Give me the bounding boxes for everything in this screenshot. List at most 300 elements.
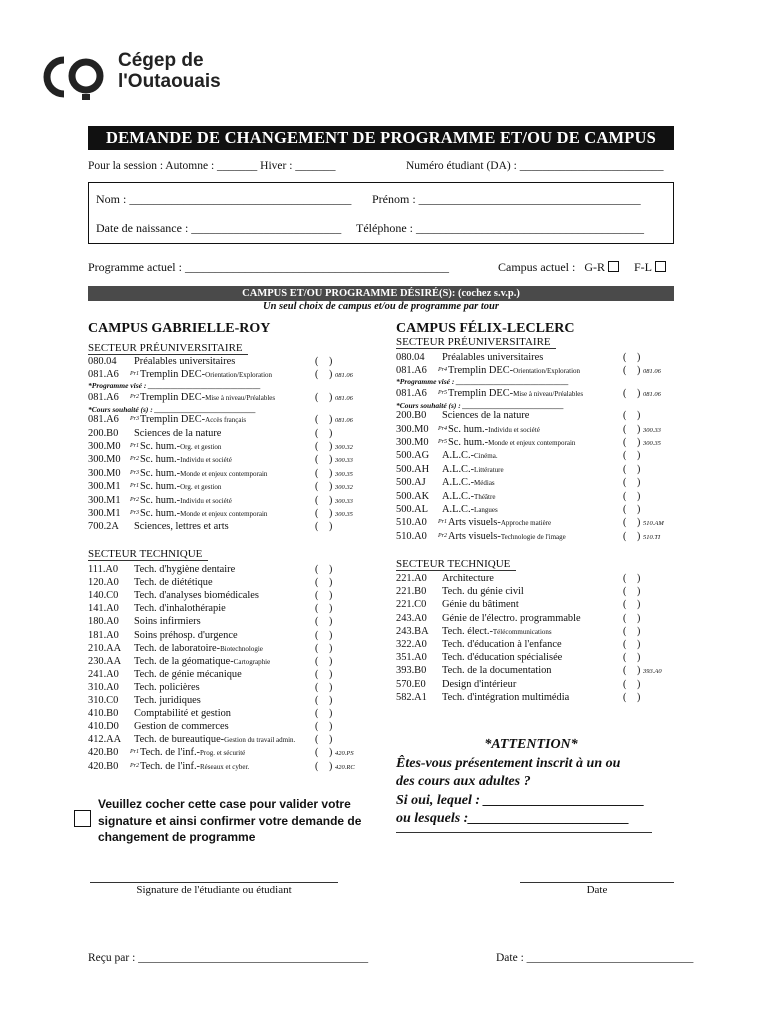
program-code: 410.B0	[88, 708, 119, 720]
program-code: 412.AA	[88, 734, 122, 746]
session-field[interactable]: Pour la session : Automne : _______ Hiver : _______	[88, 160, 336, 172]
program-checkbox-close: )	[329, 708, 333, 720]
program-code: 410.D0	[88, 721, 119, 733]
program-checkbox[interactable]: (	[623, 490, 627, 502]
program-row[interactable]	[88, 655, 355, 668]
program-option: Biotechnologie	[220, 644, 263, 653]
program-checkbox[interactable]: (	[623, 387, 627, 399]
current-campus	[498, 260, 666, 275]
program-option: Monde et enjeux contemporain	[180, 469, 268, 478]
program-checkbox-close: )	[637, 352, 641, 363]
program-checkbox-close: )	[637, 612, 641, 624]
logo-line-2: l'Outaouais	[118, 71, 221, 92]
program-ref-code: 081.06	[335, 417, 353, 425]
program-checkbox-close: )	[329, 760, 333, 772]
program-row[interactable]	[396, 678, 663, 691]
program-code: 230.AA	[88, 655, 122, 667]
gr-note-courses[interactable]: *Cours souhaité (s) : ___________________________	[88, 405, 256, 414]
program-code: 210.AA	[88, 642, 122, 654]
program-option: Langues	[474, 506, 498, 514]
attention-extra-line[interactable]	[396, 832, 652, 833]
program-label: Design d'intérieur	[442, 678, 517, 690]
program-code: 200.B0	[396, 410, 427, 422]
program-ref-code: 081.06	[643, 368, 661, 376]
program-checkbox[interactable]: (	[623, 625, 627, 637]
program-row[interactable]	[88, 615, 355, 628]
program-code: 310.C0	[88, 695, 119, 706]
program-checkbox[interactable]: (	[315, 603, 319, 615]
program-row[interactable]	[88, 629, 355, 642]
program-checkbox-close: )	[637, 423, 641, 435]
program-option: Prog. et sécurité	[200, 749, 246, 758]
program-checkbox[interactable]: (	[315, 441, 319, 452]
program-profile: Pr2	[130, 496, 139, 503]
program-checkbox-close: )	[329, 603, 333, 615]
program-checkbox[interactable]: (	[315, 721, 319, 733]
college-logo	[42, 46, 242, 108]
program-checkbox[interactable]: (	[315, 681, 319, 693]
program-checkbox[interactable]: (	[623, 691, 627, 703]
program-checkbox-close: )	[637, 639, 641, 650]
program-checkbox[interactable]: (	[315, 668, 319, 680]
program-profile: Pr3	[130, 469, 139, 476]
program-label: A.L.C.-Théâtre	[442, 490, 496, 502]
program-label: Soins infirmiers	[134, 616, 201, 628]
program-checkbox-close: )	[329, 695, 333, 706]
program-profile: Pr4	[438, 425, 447, 432]
program-ref-code: 300.33	[643, 426, 661, 434]
program-checkbox[interactable]: (	[315, 695, 319, 706]
program-checkbox-close: )	[637, 410, 641, 422]
program-row[interactable]	[396, 530, 663, 543]
program-row[interactable]	[396, 409, 663, 422]
program-checkbox[interactable]: (	[315, 734, 319, 746]
program-ref-code: 081.06	[335, 372, 353, 380]
program-code: 243.A0	[396, 612, 427, 624]
program-profile: Pr5	[438, 439, 447, 445]
program-code: 221.C0	[396, 599, 427, 611]
program-checkbox[interactable]: (	[623, 463, 627, 475]
program-checkbox[interactable]: (	[315, 642, 319, 654]
student-number-field[interactable]: Numéro étudiant (DA) : _________________________	[406, 160, 664, 172]
program-row[interactable]	[396, 436, 663, 449]
logo-mark-icon	[42, 54, 106, 100]
program-checkbox-close: )	[329, 454, 333, 466]
program-code: 181.A0	[88, 629, 119, 641]
program-checkbox[interactable]: (	[623, 504, 627, 515]
program-checkbox-close: )	[329, 642, 333, 654]
program-checkbox[interactable]: (	[623, 437, 627, 448]
program-label: Tech. d'hygiène dentaire	[134, 564, 236, 575]
program-checkbox[interactable]: (	[315, 481, 319, 493]
fl-note-courses[interactable]: *Cours souhaité (s) : ___________________________	[396, 401, 564, 410]
attention-line-4[interactable]: ou lesquels :_______________________	[396, 811, 630, 826]
program-ref-code: 081.06	[643, 390, 661, 398]
program-code: 111.A0	[88, 564, 119, 575]
birthdate-field[interactable]: Date de naissance : _________________________	[96, 221, 342, 235]
program-label: Tech. d'éducation spécialisée	[442, 652, 563, 664]
program-ref-code: 420.PS	[335, 750, 354, 758]
program-checkbox-close: )	[637, 691, 641, 703]
program-row[interactable]	[88, 453, 355, 466]
program-profile: Pr3	[130, 510, 139, 516]
program-checkbox-close: )	[329, 441, 333, 452]
program-row[interactable]	[88, 576, 355, 589]
program-checkbox[interactable]: (	[315, 494, 319, 506]
program-label: Tech. de génie mécanique	[134, 668, 242, 680]
program-option: Org. et gestion	[180, 443, 222, 451]
program-checkbox[interactable]: (	[623, 678, 627, 690]
program-checkbox-close: )	[329, 747, 333, 759]
attention-line-1: Êtes-vous présentement inscrit à un ou	[396, 755, 621, 771]
program-row[interactable]	[396, 423, 663, 436]
program-option: Orientation/Exploration	[205, 371, 273, 380]
program-code: 420.B0	[88, 747, 119, 759]
date-line[interactable]	[520, 882, 674, 883]
name-field[interactable]: Nom : _____________________________________	[96, 192, 352, 206]
program-checkbox-close: )	[637, 365, 641, 377]
program-checkbox[interactable]: (	[315, 616, 319, 628]
program-checkbox-close: )	[329, 616, 333, 628]
program-row[interactable]	[396, 364, 663, 377]
program-checkbox[interactable]: (	[623, 530, 627, 542]
program-option: Accès français	[205, 416, 247, 425]
program-checkbox[interactable]: (	[623, 450, 627, 462]
program-checkbox[interactable]: (	[315, 590, 319, 602]
program-row[interactable]	[88, 467, 355, 480]
attention-line-3[interactable]: Si oui, lequel : _______________________	[396, 792, 645, 808]
current-campus-label: Campus actuel :	[498, 260, 576, 274]
program-row[interactable]	[396, 638, 663, 651]
program-checkbox-close: )	[329, 467, 333, 479]
program-label: Tech. de diététique	[134, 577, 213, 589]
program-code: 081.A6	[88, 414, 119, 426]
program-label: Tech. juridiques	[134, 695, 201, 706]
program-ref-code: 300.35	[643, 440, 661, 447]
program-row[interactable]	[88, 507, 355, 520]
program-row[interactable]	[88, 520, 355, 533]
program-checkbox-close: )	[637, 387, 641, 399]
program-row[interactable]	[88, 480, 355, 493]
fl-note-program[interactable]: *Programme visé : ______________________________	[396, 377, 569, 386]
program-row[interactable]	[88, 563, 355, 576]
program-row[interactable]	[396, 598, 663, 611]
form-title: DEMANDE DE CHANGEMENT DE PROGRAMME ET/OU DE CAMPUS	[88, 126, 674, 150]
program-code: 500.AK	[396, 490, 430, 502]
firstname-field[interactable]: Prénom : _____________________________________	[372, 192, 641, 206]
program-option: Mise à niveau/Préalables	[513, 389, 584, 398]
program-checkbox-close: )	[329, 391, 333, 403]
received-by-field[interactable]: Reçu par : ________________________________________	[88, 952, 369, 964]
program-checkbox[interactable]: (	[315, 655, 319, 667]
program-row[interactable]	[88, 707, 355, 720]
program-checkbox[interactable]: (	[315, 391, 319, 403]
program-checkbox-close: )	[637, 678, 641, 690]
program-label: Sc. hum.-Monde et enjeux contemporain	[140, 467, 268, 479]
program-row[interactable]	[396, 691, 663, 704]
program-row[interactable]	[396, 503, 663, 516]
program-option: Monde et enjeux contemporain	[180, 510, 268, 518]
program-checkbox-close: )	[329, 564, 333, 575]
desired-section-header: CAMPUS ET/OU PROGRAMME DÉSIRÉ(S): (cochez s.v.p.)	[88, 286, 674, 301]
program-row[interactable]	[396, 449, 663, 462]
program-option: Théâtre	[474, 492, 496, 501]
program-row[interactable]	[396, 516, 663, 529]
program-checkbox[interactable]: (	[315, 454, 319, 466]
program-profile: Pr1	[130, 749, 139, 756]
program-checkbox-close: )	[637, 530, 641, 542]
program-checkbox-close: )	[329, 521, 333, 533]
program-ref-code: 300.35	[335, 511, 353, 518]
program-code: 141.A0	[88, 603, 119, 615]
program-option: Médias	[474, 479, 495, 488]
program-checkbox-close: )	[329, 414, 333, 426]
program-label: Sciences de la nature	[442, 410, 530, 422]
program-checkbox-close: )	[637, 586, 641, 598]
program-checkbox-close: )	[329, 427, 333, 439]
program-checkbox[interactable]: (	[623, 423, 627, 435]
program-code: 300.M0	[88, 467, 121, 479]
program-checkbox[interactable]: (	[315, 564, 319, 575]
attention-box	[396, 736, 666, 829]
program-checkbox[interactable]: (	[315, 414, 319, 426]
program-row[interactable]	[88, 733, 355, 746]
program-checkbox-close: )	[637, 477, 641, 489]
program-ref-code: 510.TI	[643, 533, 661, 541]
gr-tech-sector-title: SECTEUR TECHNIQUE	[88, 548, 208, 561]
program-checkbox[interactable]: (	[623, 652, 627, 664]
program-label: Architecture	[442, 573, 494, 584]
program-row[interactable]	[88, 746, 355, 759]
program-code: 221.B0	[396, 586, 427, 598]
program-row[interactable]	[396, 625, 663, 638]
program-ref-code: 300.32	[335, 444, 353, 451]
program-label: Tremplin DEC-Mise à niveau/Préalables	[448, 387, 584, 399]
program-code: 510.A0	[396, 530, 427, 542]
confirm-checkbox[interactable]	[74, 810, 91, 827]
program-label: Sciences de la nature	[134, 427, 222, 439]
program-checkbox[interactable]: (	[623, 639, 627, 650]
program-code: 081.A6	[88, 369, 119, 381]
program-checkbox[interactable]: (	[623, 477, 627, 489]
program-code: 221.A0	[396, 573, 427, 584]
program-code: 081.A6	[396, 387, 427, 399]
program-row[interactable]	[396, 476, 663, 489]
program-label: A.L.C.-Langues	[442, 504, 498, 515]
program-label: Génie du bâtiment	[442, 599, 519, 611]
program-label: Arts visuels-Technologie de l'image	[448, 530, 566, 542]
program-checkbox[interactable]: (	[623, 365, 627, 377]
program-checkbox-close: )	[637, 463, 641, 475]
program-option: Technologie de l'image	[500, 532, 566, 541]
program-code: 300.M0	[88, 441, 121, 452]
program-checkbox[interactable]: (	[315, 521, 319, 533]
logo-line-1: Cégep de	[118, 50, 204, 71]
desired-section-subtitle: Un seul choix de campus et/ou de programme par tour	[263, 301, 499, 312]
program-row[interactable]	[396, 387, 663, 400]
program-label: Tech. de l'inf.-Prog. et sécurité	[140, 747, 246, 759]
program-checkbox[interactable]: (	[623, 573, 627, 584]
program-checkbox-close: )	[329, 356, 333, 367]
program-checkbox[interactable]: (	[315, 760, 319, 772]
program-row[interactable]	[396, 572, 663, 585]
program-option: Gestion du travail admin.	[224, 736, 296, 745]
program-row[interactable]	[396, 490, 663, 503]
signature-caption: Signature de l'étudiante ou étudiant	[136, 884, 292, 896]
program-ref-code: 300.33	[335, 457, 353, 465]
program-row[interactable]	[88, 681, 355, 694]
program-checkbox[interactable]: (	[315, 629, 319, 641]
program-profile: Pr2	[438, 532, 447, 539]
program-checkbox[interactable]: (	[623, 352, 627, 363]
program-checkbox[interactable]: (	[315, 467, 319, 479]
program-ref-code: 300.32	[335, 484, 353, 492]
campus-gr-title: CAMPUS GABRIELLE-ROY	[88, 321, 271, 336]
program-checkbox-close: )	[329, 494, 333, 506]
fl-tech-sector-title: SECTEUR TECHNIQUE	[396, 558, 516, 571]
program-label: A.L.C.-Cinéma.	[442, 450, 498, 462]
program-row[interactable]	[88, 427, 355, 440]
program-checkbox[interactable]: (	[315, 356, 319, 367]
program-checkbox[interactable]: (	[623, 612, 627, 624]
program-row[interactable]	[396, 664, 663, 677]
program-checkbox[interactable]: (	[315, 427, 319, 439]
program-code: 081.A6	[88, 391, 119, 403]
program-code: 393.B0	[396, 665, 427, 677]
phone-field[interactable]: Téléphone : ______________________________________	[356, 221, 644, 235]
program-profile: Pr1	[438, 519, 447, 526]
program-checkbox[interactable]: (	[315, 708, 319, 720]
attention-title: *ATTENTION*	[484, 737, 578, 752]
program-ref-code: 420.RC	[335, 763, 355, 771]
program-checkbox-close: )	[637, 437, 641, 448]
program-option: Orientation/Exploration	[513, 367, 581, 376]
program-option: Cinéma.	[474, 452, 498, 461]
gr-note-program[interactable]: *Programme visé : ______________________________	[88, 381, 261, 390]
program-label: Sc. hum.-Individu et société	[448, 423, 540, 435]
program-checkbox-close: )	[637, 573, 641, 584]
program-label: Sc. hum.-Monde et enjeux contemporain	[140, 508, 268, 519]
program-label: Tremplin DEC-Orientation/Exploration	[448, 365, 581, 377]
campus-fl-checkbox[interactable]	[655, 261, 666, 272]
program-code: 500.AL	[396, 504, 429, 515]
program-checkbox[interactable]: (	[315, 369, 319, 381]
program-label: Gestion de commerces	[134, 721, 229, 733]
program-row[interactable]	[396, 351, 663, 364]
program-code: 310.A0	[88, 681, 119, 693]
program-option: Réseaux et cyber.	[200, 762, 250, 771]
campus-fl-label: F-L	[634, 260, 652, 274]
program-row[interactable]	[88, 494, 355, 507]
program-label: Tech. policières	[134, 681, 200, 693]
date-received-field[interactable]: Date : _____________________________	[496, 952, 694, 964]
program-row[interactable]	[88, 589, 355, 602]
program-label: Tremplin DEC-Mise à niveau/Préalables	[140, 391, 276, 403]
program-code: 081.A6	[396, 365, 427, 377]
program-profile: Pr5	[438, 389, 447, 396]
program-row[interactable]	[396, 463, 663, 476]
program-code: 200.B0	[88, 427, 119, 439]
program-label: Tech. de l'inf.-Réseaux et cyber.	[140, 760, 250, 772]
program-label: Sc. hum.-Org. et gestion	[140, 481, 222, 493]
program-label: Sc. hum.-Org. et gestion	[140, 441, 222, 452]
program-code: 080.04	[396, 352, 425, 363]
program-checkbox[interactable]: (	[315, 747, 319, 759]
program-row[interactable]	[88, 720, 355, 733]
program-code: 241.A0	[88, 668, 119, 680]
program-row[interactable]	[88, 355, 355, 368]
program-checkbox-close: )	[637, 504, 641, 515]
program-row[interactable]	[88, 694, 355, 707]
program-profile: Pr1	[130, 371, 139, 378]
program-code: 120.A0	[88, 577, 119, 589]
program-label: Tech. d'éducation à l'enfance	[442, 639, 562, 650]
current-program-field[interactable]: Programme actuel : ____________________________________________	[88, 260, 449, 274]
program-label: Tech. d'analyses biomédicales	[134, 590, 259, 602]
program-label: Tech. de la documentation	[442, 665, 552, 677]
program-label: Comptabilité et gestion	[134, 708, 231, 720]
program-ref-code: 393.A0	[643, 668, 662, 676]
program-row[interactable]	[88, 440, 355, 453]
program-ref-code: 081.06	[335, 394, 353, 402]
date-caption: Date	[586, 884, 608, 896]
program-checkbox[interactable]: (	[315, 577, 319, 589]
campus-gr-checkbox[interactable]	[608, 261, 619, 272]
program-code: 243.BA	[396, 625, 429, 637]
program-row[interactable]	[88, 760, 355, 773]
program-row[interactable]	[88, 413, 355, 426]
signature-line[interactable]	[90, 882, 338, 883]
program-row[interactable]	[88, 668, 355, 681]
program-checkbox-close: )	[329, 369, 333, 381]
program-label: Préalables universitaires	[134, 356, 236, 367]
program-code: 510.A0	[396, 517, 427, 529]
program-label: Tremplin DEC-Orientation/Exploration	[140, 369, 273, 381]
program-checkbox-close: )	[637, 665, 641, 677]
program-row[interactable]	[88, 368, 355, 381]
program-code: 322.A0	[396, 639, 427, 650]
program-code: 582.A1	[396, 691, 427, 703]
program-checkbox[interactable]: (	[623, 665, 627, 677]
program-row[interactable]	[396, 651, 663, 664]
program-row[interactable]	[88, 642, 355, 655]
program-checkbox-close: )	[329, 668, 333, 680]
gr-pre-sector-title: SECTEUR PRÉUNIVERSITAIRE	[88, 342, 248, 355]
program-checkbox[interactable]: (	[623, 586, 627, 598]
program-row[interactable]	[88, 391, 355, 404]
program-code: 300.M1	[88, 481, 121, 493]
confirm-text: Veuillez cocher cette case pour valider votre signature et ainsi confirmer votre demande de changement de programme	[98, 797, 362, 844]
program-profile: Pr2	[130, 762, 139, 769]
program-code: 500.AH	[396, 463, 430, 475]
program-row[interactable]	[396, 612, 663, 625]
program-checkbox[interactable]: (	[623, 517, 627, 529]
program-option: Littérature	[474, 465, 504, 474]
program-ref-code: 300.35	[335, 470, 353, 478]
attention-line-2: des cours aux adultes ?	[396, 774, 531, 789]
program-code: 420.B0	[88, 760, 119, 772]
program-checkbox-close: )	[637, 652, 641, 664]
program-option: Individu et société	[180, 496, 232, 505]
program-profile: Pr1	[130, 443, 139, 449]
program-row[interactable]	[88, 602, 355, 615]
program-checkbox[interactable]: (	[623, 410, 627, 422]
program-checkbox[interactable]: (	[315, 508, 319, 519]
program-checkbox[interactable]: (	[623, 599, 627, 611]
program-label: Sc. hum.-Individu et société	[140, 494, 232, 506]
program-option: Individu et société	[180, 456, 232, 465]
program-row[interactable]	[396, 585, 663, 598]
